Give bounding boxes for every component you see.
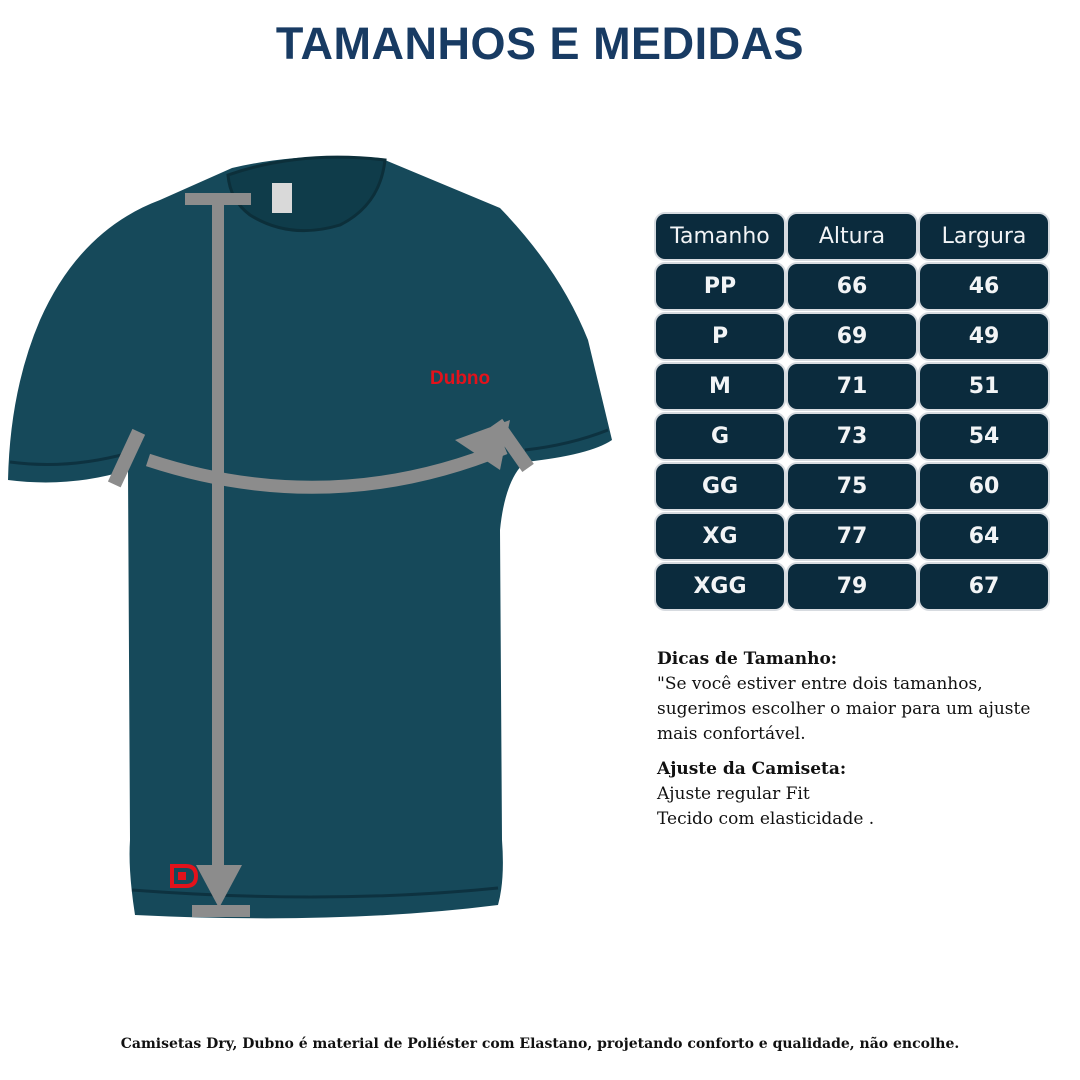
size-cell: XGG bbox=[656, 564, 784, 609]
size-table bbox=[656, 214, 1048, 614]
size-tips-heading: Dicas de Tamanho: bbox=[657, 649, 838, 669]
size-table-row bbox=[656, 464, 1048, 509]
size-table-row bbox=[656, 414, 1048, 459]
size-table-row bbox=[656, 364, 1048, 409]
height-cell: 77 bbox=[788, 514, 916, 559]
size-cell: M bbox=[656, 364, 784, 409]
neck-tag bbox=[272, 183, 292, 213]
width-cell: 60 bbox=[920, 464, 1048, 509]
size-cell: PP bbox=[656, 264, 784, 309]
height-cell: 79 bbox=[788, 564, 916, 609]
size-table-row bbox=[656, 264, 1048, 309]
height-cell: 69 bbox=[788, 314, 916, 359]
fit-line: Tecido com elasticidade . bbox=[657, 809, 875, 829]
size-table-row bbox=[656, 564, 1048, 609]
header-cell: Largura bbox=[920, 214, 1048, 259]
chest-brand-logo: Dubno bbox=[430, 368, 491, 389]
width-cell: 67 bbox=[920, 564, 1048, 609]
tshirt-illustration bbox=[0, 150, 620, 940]
width-cell: 51 bbox=[920, 364, 1048, 409]
fit-line: Ajuste regular Fit bbox=[657, 784, 810, 804]
header-cell: Altura bbox=[788, 214, 916, 259]
width-cell: 49 bbox=[920, 314, 1048, 359]
size-cell: XG bbox=[656, 514, 784, 559]
size-cell: P bbox=[656, 314, 784, 359]
width-cell: 64 bbox=[920, 514, 1048, 559]
size-table-row bbox=[656, 514, 1048, 559]
size-table-row bbox=[656, 314, 1048, 359]
width-cell: 46 bbox=[920, 264, 1048, 309]
size-tips-line: mais confortável. bbox=[657, 724, 806, 744]
material-footer: Camisetas Dry, Dubno é material de Poliéster com Elastano, projetando conforto e qualidade, não encolhe. bbox=[120, 1036, 960, 1052]
fit-heading: Ajuste da Camiseta: bbox=[657, 759, 847, 779]
tshirt-body bbox=[8, 156, 612, 918]
size-tips-line: sugerimos escolher o maior para um ajuste bbox=[657, 699, 1031, 719]
height-cell: 73 bbox=[788, 414, 916, 459]
page-title: TAMANHOS E MEDIDAS bbox=[275, 18, 805, 69]
height-cell: 71 bbox=[788, 364, 916, 409]
size-cell: G bbox=[656, 414, 784, 459]
height-cell: 75 bbox=[788, 464, 916, 509]
width-cell: 54 bbox=[920, 414, 1048, 459]
size-cell: GG bbox=[656, 464, 784, 509]
size-table-header-row bbox=[656, 214, 1048, 259]
size-tips bbox=[657, 647, 1057, 832]
height-cell: 66 bbox=[788, 264, 916, 309]
header-cell: Tamanho bbox=[656, 214, 784, 259]
size-tips-line: "Se você estiver entre dois tamanhos, bbox=[657, 674, 983, 694]
